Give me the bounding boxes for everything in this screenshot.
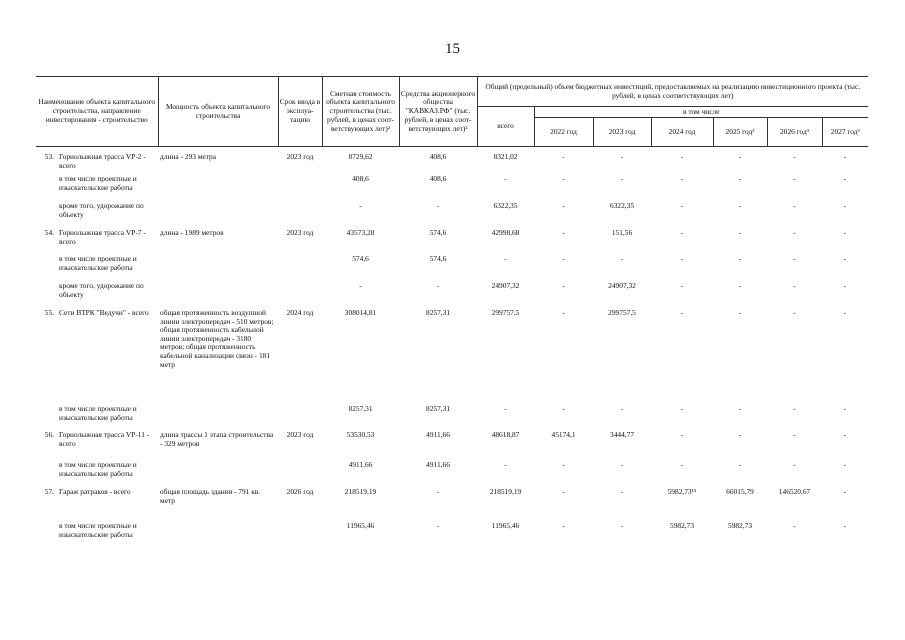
year-value: - bbox=[738, 228, 742, 237]
table-row bbox=[36, 282, 868, 309]
company-funds: 4911,66 bbox=[426, 430, 450, 439]
estimated-cost: 8729,62 bbox=[348, 152, 373, 161]
total-investment: 299757,5 bbox=[491, 308, 520, 317]
object-name: Горнолыжная трасса VP-7 - всего bbox=[59, 228, 146, 246]
year-value: - bbox=[793, 308, 796, 317]
row-number: 53. bbox=[44, 152, 54, 161]
object-name: в том числе проектные и изыскательские работы bbox=[59, 174, 137, 192]
year-value: 5982,73 bbox=[670, 521, 695, 530]
estimated-cost: 53530,53 bbox=[346, 430, 375, 439]
year-value: - bbox=[738, 174, 742, 183]
year-value: - bbox=[620, 174, 624, 183]
year-value: - bbox=[793, 404, 796, 413]
company-funds: 408,6 bbox=[429, 152, 447, 161]
object-capacity bbox=[158, 255, 278, 282]
year-value: 146520,67 bbox=[778, 487, 811, 496]
header-year: 2022 год bbox=[534, 118, 593, 147]
table-row bbox=[36, 522, 868, 548]
year-value: - bbox=[562, 254, 565, 263]
year-value: - bbox=[843, 152, 847, 161]
header-estimated-cost: Сметная стоимость объекта капитального строительства (тыс. рублей, в ценах соот-ветствующих лет)² bbox=[322, 77, 399, 147]
company-funds: - bbox=[436, 281, 440, 290]
object-name: Гараж ратраков - всего bbox=[59, 487, 131, 496]
company-funds: - bbox=[436, 521, 440, 530]
year-value: - bbox=[680, 404, 684, 413]
year-value: - bbox=[738, 281, 742, 290]
year-value: - bbox=[843, 281, 847, 290]
total-investment: - bbox=[504, 254, 507, 263]
year-value: - bbox=[562, 201, 565, 210]
table-row bbox=[36, 175, 868, 202]
year-value: - bbox=[843, 228, 847, 237]
year-value: 3444,77 bbox=[610, 430, 635, 439]
year-value: - bbox=[843, 174, 847, 183]
year-value: - bbox=[738, 404, 742, 413]
row-number: 57. bbox=[44, 487, 54, 496]
estimated-cost: 574,6 bbox=[352, 254, 369, 263]
total-investment: 42998,68 bbox=[491, 228, 520, 237]
year-value: - bbox=[843, 308, 847, 317]
table-row bbox=[36, 229, 868, 255]
company-funds: 4911,66 bbox=[426, 460, 450, 469]
header-year: 2023 год bbox=[593, 118, 651, 147]
total-investment: 8321,02 bbox=[493, 152, 518, 161]
year-value: - bbox=[843, 487, 847, 496]
year-value: - bbox=[793, 430, 796, 439]
company-funds: - bbox=[436, 487, 440, 496]
company-funds: 574,6 bbox=[429, 254, 447, 263]
header-capacity: Мощность объекта капитального строительства bbox=[158, 77, 278, 147]
object-capacity bbox=[158, 461, 278, 488]
object-name: в том числе проектные и изыскательские работы bbox=[59, 404, 137, 422]
company-funds: 8257,31 bbox=[426, 308, 451, 317]
year-value: - bbox=[680, 201, 684, 210]
object-capacity: длина трассы 1 этапа строительства - 329 метров bbox=[160, 430, 274, 448]
table-header bbox=[36, 77, 868, 147]
total-investment: - bbox=[504, 404, 507, 413]
year-value: - bbox=[793, 201, 796, 210]
year-value: - bbox=[562, 174, 565, 183]
object-name: кроме того, удорожание по объекту bbox=[59, 281, 144, 299]
estimated-cost: 8257,31 bbox=[348, 404, 373, 413]
object-name: в том числе проектные и изыскательские работы bbox=[59, 521, 137, 539]
company-funds: 574,6 bbox=[429, 228, 447, 237]
year-value: - bbox=[793, 228, 796, 237]
year-value: 45174,1 bbox=[551, 430, 576, 439]
year-value: - bbox=[738, 152, 742, 161]
commission-year: 2023 год bbox=[286, 152, 314, 161]
year-value: - bbox=[843, 460, 847, 469]
total-investment: 24907,32 bbox=[491, 281, 520, 290]
year-value: - bbox=[793, 521, 796, 530]
table-row bbox=[36, 153, 868, 175]
row-number bbox=[36, 405, 57, 431]
header-year: 2027 год³ bbox=[822, 118, 868, 147]
investment-table-container bbox=[36, 76, 868, 548]
header-commission: Срок ввода в эксплуа-тацию bbox=[278, 77, 322, 147]
year-value: - bbox=[680, 460, 684, 469]
year-value: - bbox=[793, 174, 796, 183]
header-year: 2024 год bbox=[651, 118, 713, 147]
row-number bbox=[36, 282, 57, 309]
row-number bbox=[36, 255, 57, 282]
year-value: - bbox=[680, 152, 684, 161]
estimated-cost: 43573,28 bbox=[346, 228, 375, 237]
year-value: - bbox=[680, 430, 684, 439]
estimated-cost: 408,6 bbox=[352, 174, 369, 183]
header-total: всего bbox=[477, 107, 534, 147]
year-value: - bbox=[680, 228, 684, 237]
year-value: 24907,32 bbox=[608, 281, 636, 290]
object-capacity bbox=[158, 405, 278, 431]
object-name: кроме того, удорожание по объекту bbox=[59, 201, 144, 219]
year-value: - bbox=[738, 430, 742, 439]
object-name: Сети ВТРК "Ведучи" - всего bbox=[59, 308, 149, 317]
row-number: 55. bbox=[44, 308, 54, 317]
company-funds: - bbox=[436, 201, 440, 210]
year-value: - bbox=[562, 281, 565, 290]
year-value: - bbox=[738, 254, 742, 263]
year-value: - bbox=[562, 308, 565, 317]
header-including: в том числе bbox=[534, 107, 868, 118]
row-number: 54. bbox=[44, 228, 54, 237]
commission-year bbox=[278, 202, 322, 229]
year-value: - bbox=[738, 308, 742, 317]
year-value: - bbox=[620, 254, 624, 263]
commission-year bbox=[278, 255, 322, 282]
company-funds: 8257,31 bbox=[426, 404, 451, 413]
header-company-funds: Средства акционерного общества "КАВКАЗ.РФ" (тыс. рублей, в ценах соот-ветствующих лет)² bbox=[399, 77, 477, 147]
year-value: - bbox=[843, 201, 847, 210]
year-value: - bbox=[843, 430, 847, 439]
total-investment: 11965,46 bbox=[491, 521, 520, 530]
table-row bbox=[36, 461, 868, 488]
row-number bbox=[36, 461, 57, 488]
table-row bbox=[36, 431, 868, 461]
year-value: - bbox=[843, 404, 847, 413]
year-value: 5982,73¹⁵ bbox=[667, 487, 697, 496]
estimated-cost: 308014,81 bbox=[344, 308, 377, 317]
row-number: 56. bbox=[44, 430, 54, 439]
commission-year bbox=[278, 405, 322, 431]
row-number bbox=[36, 175, 57, 202]
header-total-volume: Общий (предельный) объем бюджетных инвестиций, предоставляемых на реализацию инвестиционного проекта (тыс. рублей, в ценах соответствующих лет) bbox=[477, 77, 868, 107]
year-value: - bbox=[738, 201, 742, 210]
year-value: 5982,73 bbox=[728, 521, 753, 530]
table-row bbox=[36, 309, 868, 405]
commission-year: 2023 год bbox=[286, 430, 314, 439]
year-value: 66015,79 bbox=[726, 487, 754, 496]
object-capacity bbox=[158, 522, 278, 548]
total-investment: - bbox=[504, 174, 507, 183]
object-capacity: общая протяженность воздушной линии электропередач - 510 метров; общая протяженность кабельной линии электропередач - 3180 метров; общая протяженность кабельной канализации связи - 181 метр bbox=[160, 308, 274, 369]
year-value: - bbox=[793, 152, 796, 161]
total-investment: - bbox=[504, 460, 507, 469]
row-number bbox=[36, 202, 57, 229]
year-value: - bbox=[620, 487, 624, 496]
commission-year: 2023 год bbox=[286, 228, 314, 237]
total-investment: 6322,35 bbox=[493, 201, 518, 210]
year-value: - bbox=[843, 521, 847, 530]
year-value: - bbox=[562, 152, 565, 161]
year-value: - bbox=[562, 404, 565, 413]
header-year: 2025 год³ bbox=[713, 118, 767, 147]
object-name: Горнолыжная трасса VP-2 - всего bbox=[59, 152, 146, 170]
table-row bbox=[36, 202, 868, 229]
row-number bbox=[36, 522, 57, 548]
header-year: 2026 год³ bbox=[767, 118, 822, 147]
total-investment: 218519,19 bbox=[489, 487, 522, 496]
company-funds: 408,6 bbox=[429, 174, 447, 183]
year-value: 151,56 bbox=[611, 228, 633, 237]
commission-year bbox=[278, 522, 322, 548]
object-capacity: длина - 1989 метров bbox=[160, 228, 224, 237]
year-value: - bbox=[793, 254, 796, 263]
commission-year bbox=[278, 461, 322, 488]
year-value: - bbox=[680, 174, 684, 183]
year-value: - bbox=[562, 521, 565, 530]
estimated-cost: - bbox=[359, 281, 362, 290]
commission-year: 2026 год bbox=[286, 487, 314, 496]
year-value: - bbox=[738, 460, 742, 469]
year-value: - bbox=[562, 228, 565, 237]
year-value: - bbox=[793, 281, 796, 290]
year-value: - bbox=[793, 460, 796, 469]
object-capacity bbox=[158, 175, 278, 202]
year-value: - bbox=[680, 308, 684, 317]
year-value: - bbox=[562, 460, 565, 469]
table-body bbox=[36, 147, 868, 549]
object-name: в том числе проектные и изыскательские работы bbox=[59, 254, 137, 272]
header-name: Наименование объекта капитального строительства, направление инвестирования - строительство bbox=[36, 77, 158, 147]
year-value: - bbox=[620, 460, 624, 469]
object-capacity: длина - 293 метра bbox=[160, 152, 216, 161]
year-value: - bbox=[620, 152, 624, 161]
year-value: - bbox=[620, 404, 624, 413]
object-name: в том числе проектные и изыскательские работы bbox=[59, 460, 137, 478]
object-name: Горнолыжная трасса VP-11 - всего bbox=[59, 430, 150, 448]
estimated-cost: 4911,66 bbox=[348, 460, 373, 469]
table-row bbox=[36, 255, 868, 282]
commission-year bbox=[278, 175, 322, 202]
table-row bbox=[36, 405, 868, 431]
estimated-cost: - bbox=[359, 201, 362, 210]
commission-year: 2024 год bbox=[286, 308, 314, 317]
commission-year bbox=[278, 282, 322, 309]
year-value: - bbox=[680, 281, 684, 290]
page-number: 15 bbox=[445, 41, 460, 57]
object-capacity bbox=[158, 282, 278, 309]
year-value: - bbox=[562, 487, 565, 496]
year-value: - bbox=[843, 254, 847, 263]
investment-table bbox=[36, 76, 868, 548]
year-value: 6322,35 bbox=[610, 201, 635, 210]
year-value: - bbox=[680, 254, 684, 263]
year-value: 299757,5 bbox=[608, 308, 636, 317]
table-row bbox=[36, 488, 868, 522]
estimated-cost: 11965,46 bbox=[346, 521, 375, 530]
estimated-cost: 218519,19 bbox=[344, 487, 377, 496]
total-investment: 48618,87 bbox=[491, 430, 520, 439]
object-capacity bbox=[158, 202, 278, 229]
year-value: - bbox=[620, 521, 624, 530]
object-capacity: общая площадь здания - 791 кв. метр bbox=[160, 487, 261, 505]
